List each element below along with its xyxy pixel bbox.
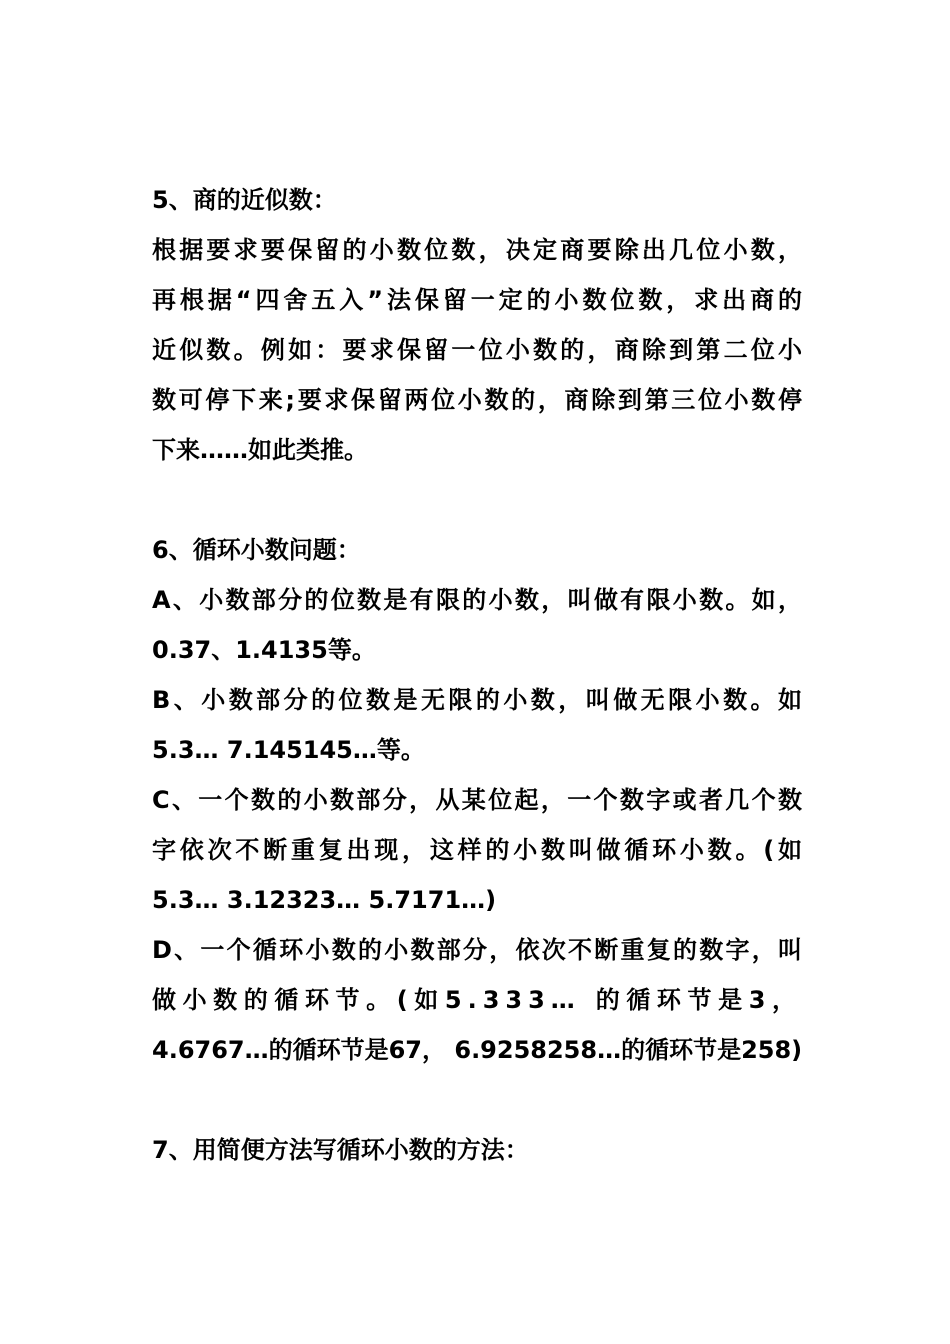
section-5-line-4: 数可停下来;要求保留两位小数的，商除到第三位小数停 [152, 386, 802, 414]
section-7-heading: 7、用简便方法写循环小数的方法： [152, 1136, 529, 1164]
section-6-line-7: 5.3… 3.12323… 5.7171…) [152, 886, 497, 914]
section-6-line-3: B、小数部分的位数是无限的小数，叫做无限小数。如 [152, 686, 802, 714]
section-6-line-4: 5.3… 7.145145…等。 [152, 736, 425, 764]
section-6-line-2: 0.37、1.4135等。 [152, 636, 376, 664]
section-6-line-9: 做小数的循环节。(如5.333… 的循环节是3， [152, 986, 802, 1014]
section-5-line-3: 近似数。例如：要求保留一位小数的，商除到第二位小 [152, 336, 802, 364]
section-6-line-5: C、一个数的小数部分，从某位起，一个数字或者几个数 [152, 786, 802, 814]
section-6-line-1: A、小数部分的位数是有限的小数，叫做有限小数。如， [152, 586, 802, 614]
section-5-line-2: 再根据“四舍五入”法保留一定的小数位数，求出商的 [152, 286, 802, 314]
section-6-line-8: D、一个循环小数的小数部分，依次不断重复的数字，叫 [152, 936, 802, 964]
section-6-line-10: 4.6767…的循环节是67， 6.9258258…的循环节是258) [152, 1036, 803, 1064]
section-6-heading: 6、循环小数问题： [152, 536, 361, 564]
section-5-line-1: 根据要求要保留的小数位数，决定商要除出几位小数， [152, 236, 802, 264]
section-6-line-6: 字依次不断重复出现，这样的小数叫做循环小数。(如 [152, 836, 802, 864]
section-5-line-5: 下来……如此类推。 [152, 436, 368, 464]
section-5-heading: 5、商的近似数： [152, 186, 337, 214]
